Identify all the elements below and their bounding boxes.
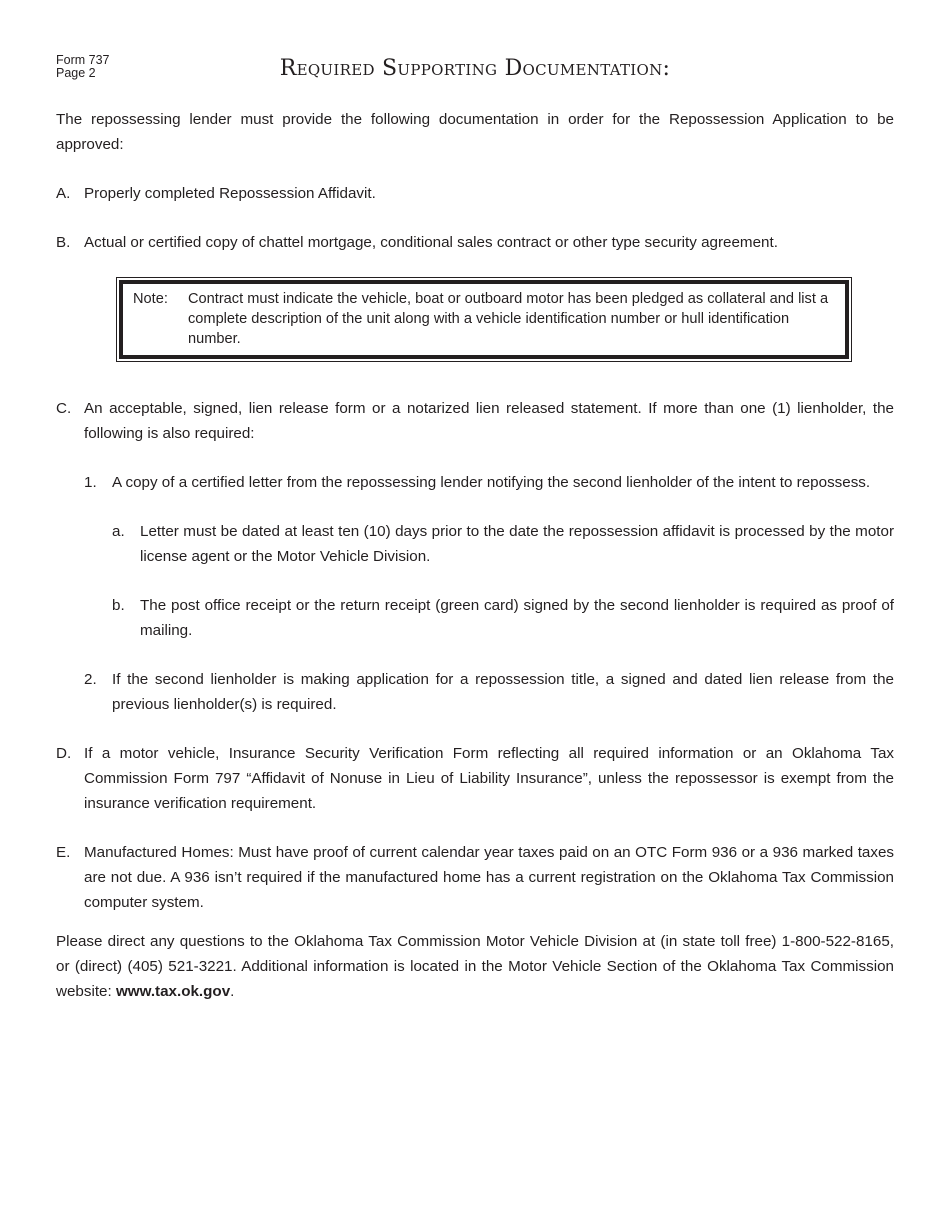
list-item-c-1 <box>84 470 894 495</box>
list-item-e <box>56 840 894 915</box>
item-label: E. <box>56 844 71 861</box>
item-label: B. <box>56 234 71 251</box>
item-text: An acceptable, signed, lien release form or a notarized lien released statement. If more than one (1) lienholder, the following is also required: <box>84 400 894 442</box>
website-link[interactable]: www.tax.ok.gov <box>115 983 231 1000</box>
closing-period: . <box>230 983 235 1000</box>
document-body <box>56 107 894 1004</box>
item-text: A copy of a certified letter from the repossessing lender notifying the second lienholder of the intent to repossess. <box>112 474 871 491</box>
list-item-c-1-b <box>112 593 894 643</box>
page-title: Required Supporting Documentation: <box>279 56 671 81</box>
note-box-inner <box>119 280 849 359</box>
item-text: Letter must be dated at least ten (10) days prior to the date the repossession affidavit is processed by the motor license agent or the Motor Vehicle Division. <box>140 523 894 565</box>
item-text: Actual or certified copy of chattel mortgage, conditional sales contract or other type security agreement. <box>84 234 778 251</box>
item-label: 1. <box>84 474 97 491</box>
list-item-d <box>56 741 894 816</box>
list-item-b <box>56 230 894 255</box>
item-label: b. <box>112 597 125 614</box>
note-box <box>116 277 852 362</box>
closing-paragraph <box>56 929 894 1004</box>
form-number: Form 737 <box>56 53 110 67</box>
item-text: Manufactured Homes: Must have proof of current calendar year taxes paid on an OTC Form 936 or a 936 marked taxes are not due. A 936 isn’t required if the manufactured home has a current registration on the Oklahoma Tax Commission computer system. <box>84 844 894 911</box>
item-label: 2. <box>84 671 97 688</box>
list-item-c-2 <box>84 667 894 717</box>
intro-paragraph: The repossessing lender must provide the following documentation in order for the Repossession Application to be approved: <box>56 111 894 153</box>
page-number: Page 2 <box>56 66 96 80</box>
item-text: If a motor vehicle, Insurance Security Verification Form reflecting all required information or an Oklahoma Tax Commission Form 797 “Affidavit of Nonuse in Lieu of Liability Insurance”, unless the repossessor is exempt from the insurance verification requirement. <box>84 745 894 812</box>
note-label: Note: <box>133 291 168 307</box>
item-label: D. <box>56 745 72 762</box>
list-item-c-1-a <box>112 519 894 569</box>
closing-text: Please direct any questions to the Oklahoma Tax Commission Motor Vehicle Division at (in state toll free) 1-800-522-8165, or (direct) (405) 521-3221. Additional information is located in the Motor Vehicle Section of the Oklahoma Tax Commission website: <box>56 933 894 1000</box>
item-label: a. <box>112 523 125 540</box>
list-item-c <box>56 396 894 446</box>
list-item-a <box>56 181 894 206</box>
item-text: Properly completed Repossession Affidavit. <box>84 185 376 202</box>
item-text: If the second lienholder is making application for a repossession title, a signed and dated lien release from the previous lienholder(s) is required. <box>112 671 894 713</box>
item-label: C. <box>56 400 72 417</box>
item-text: The post office receipt or the return receipt (green card) signed by the second lienholder is required as proof of mailing. <box>140 597 894 639</box>
note-text: Contract must indicate the vehicle, boat or outboard motor has been pledged as collateral and list a complete description of the unit along with a vehicle identification number or hull identification number. <box>188 291 829 347</box>
item-label: A. <box>56 185 71 202</box>
